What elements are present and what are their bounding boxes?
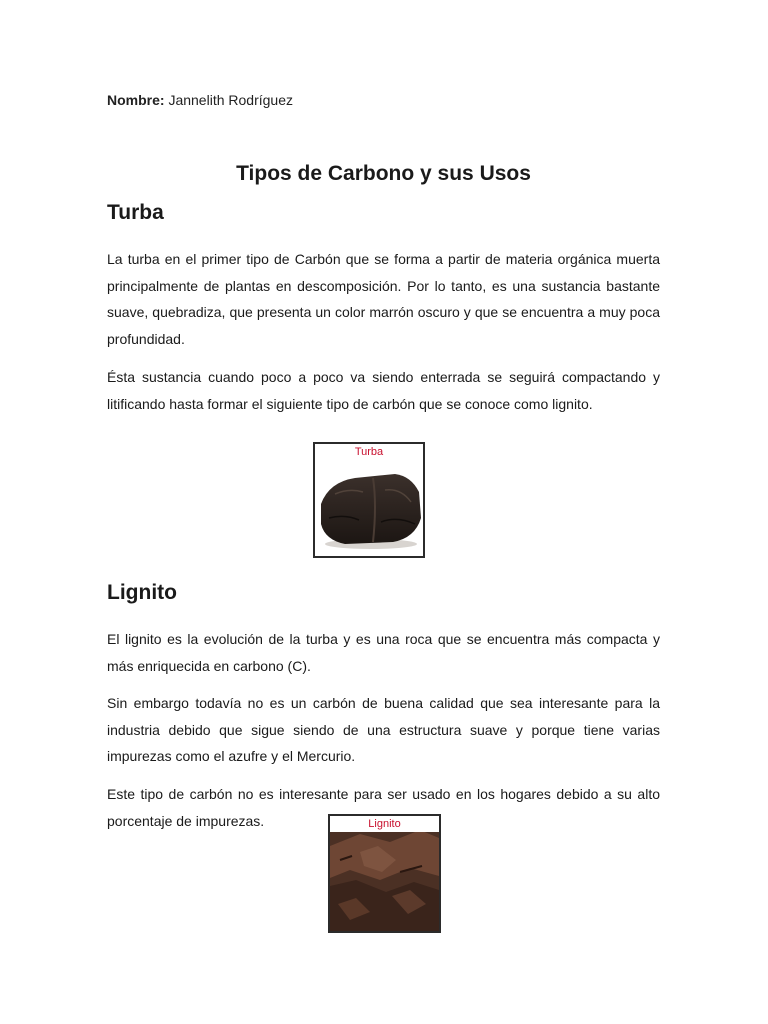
- author-line: [107, 91, 293, 109]
- lignito-paragraph-2: Sin embargo todavía no es un carbón de buena calidad que sea interesante para la industria debido que sigue siendo de una estructura suave y porque tiene varias impurezas como el azufre y el Mercurio.: [107, 695, 660, 764]
- section-heading-lignito: Lignito: [107, 581, 177, 604]
- author-label: Nombre:: [107, 92, 165, 108]
- turba-rock-picture: [315, 444, 423, 556]
- turba-paragraph-2: Ésta sustancia cuando poco a poco va siendo enterrada se seguirá compactando y litificando hasta formar el siguiente tipo de carbón que se conoce como lignito.: [107, 369, 660, 412]
- turba-paragraph-1: La turba en el primer tipo de Carbón que se forma a partir de materia orgánica muerta principalmente de plantas en descomposición. Por lo tanto, es una sustancia bastante suave, quebradiza, que presenta un color marrón oscuro y que se encuentra a muy poca profundidad.: [107, 251, 660, 347]
- section-heading-turba: Turba: [107, 201, 164, 224]
- lignito-paragraph-3: Este tipo de carbón no es interesante para ser usado en los hogares debido a su alto porcentaje de impurezas.: [107, 786, 660, 829]
- document-title: Tipos de Carbono y sus Usos: [236, 162, 531, 185]
- lignito-image-label: Lignito: [368, 818, 401, 830]
- lignito-paragraph-1: El lignito es la evolución de la turba y es una roca que se encuentra más compacta y más enriquecida en carbono (C).: [107, 631, 660, 674]
- lignito-rock-picture: [330, 816, 439, 931]
- author-name: Jannelith Rodríguez: [164, 92, 293, 108]
- lignito-image: [328, 814, 441, 933]
- turba-image-label: Turba: [354, 446, 384, 458]
- turba-image: [313, 442, 425, 558]
